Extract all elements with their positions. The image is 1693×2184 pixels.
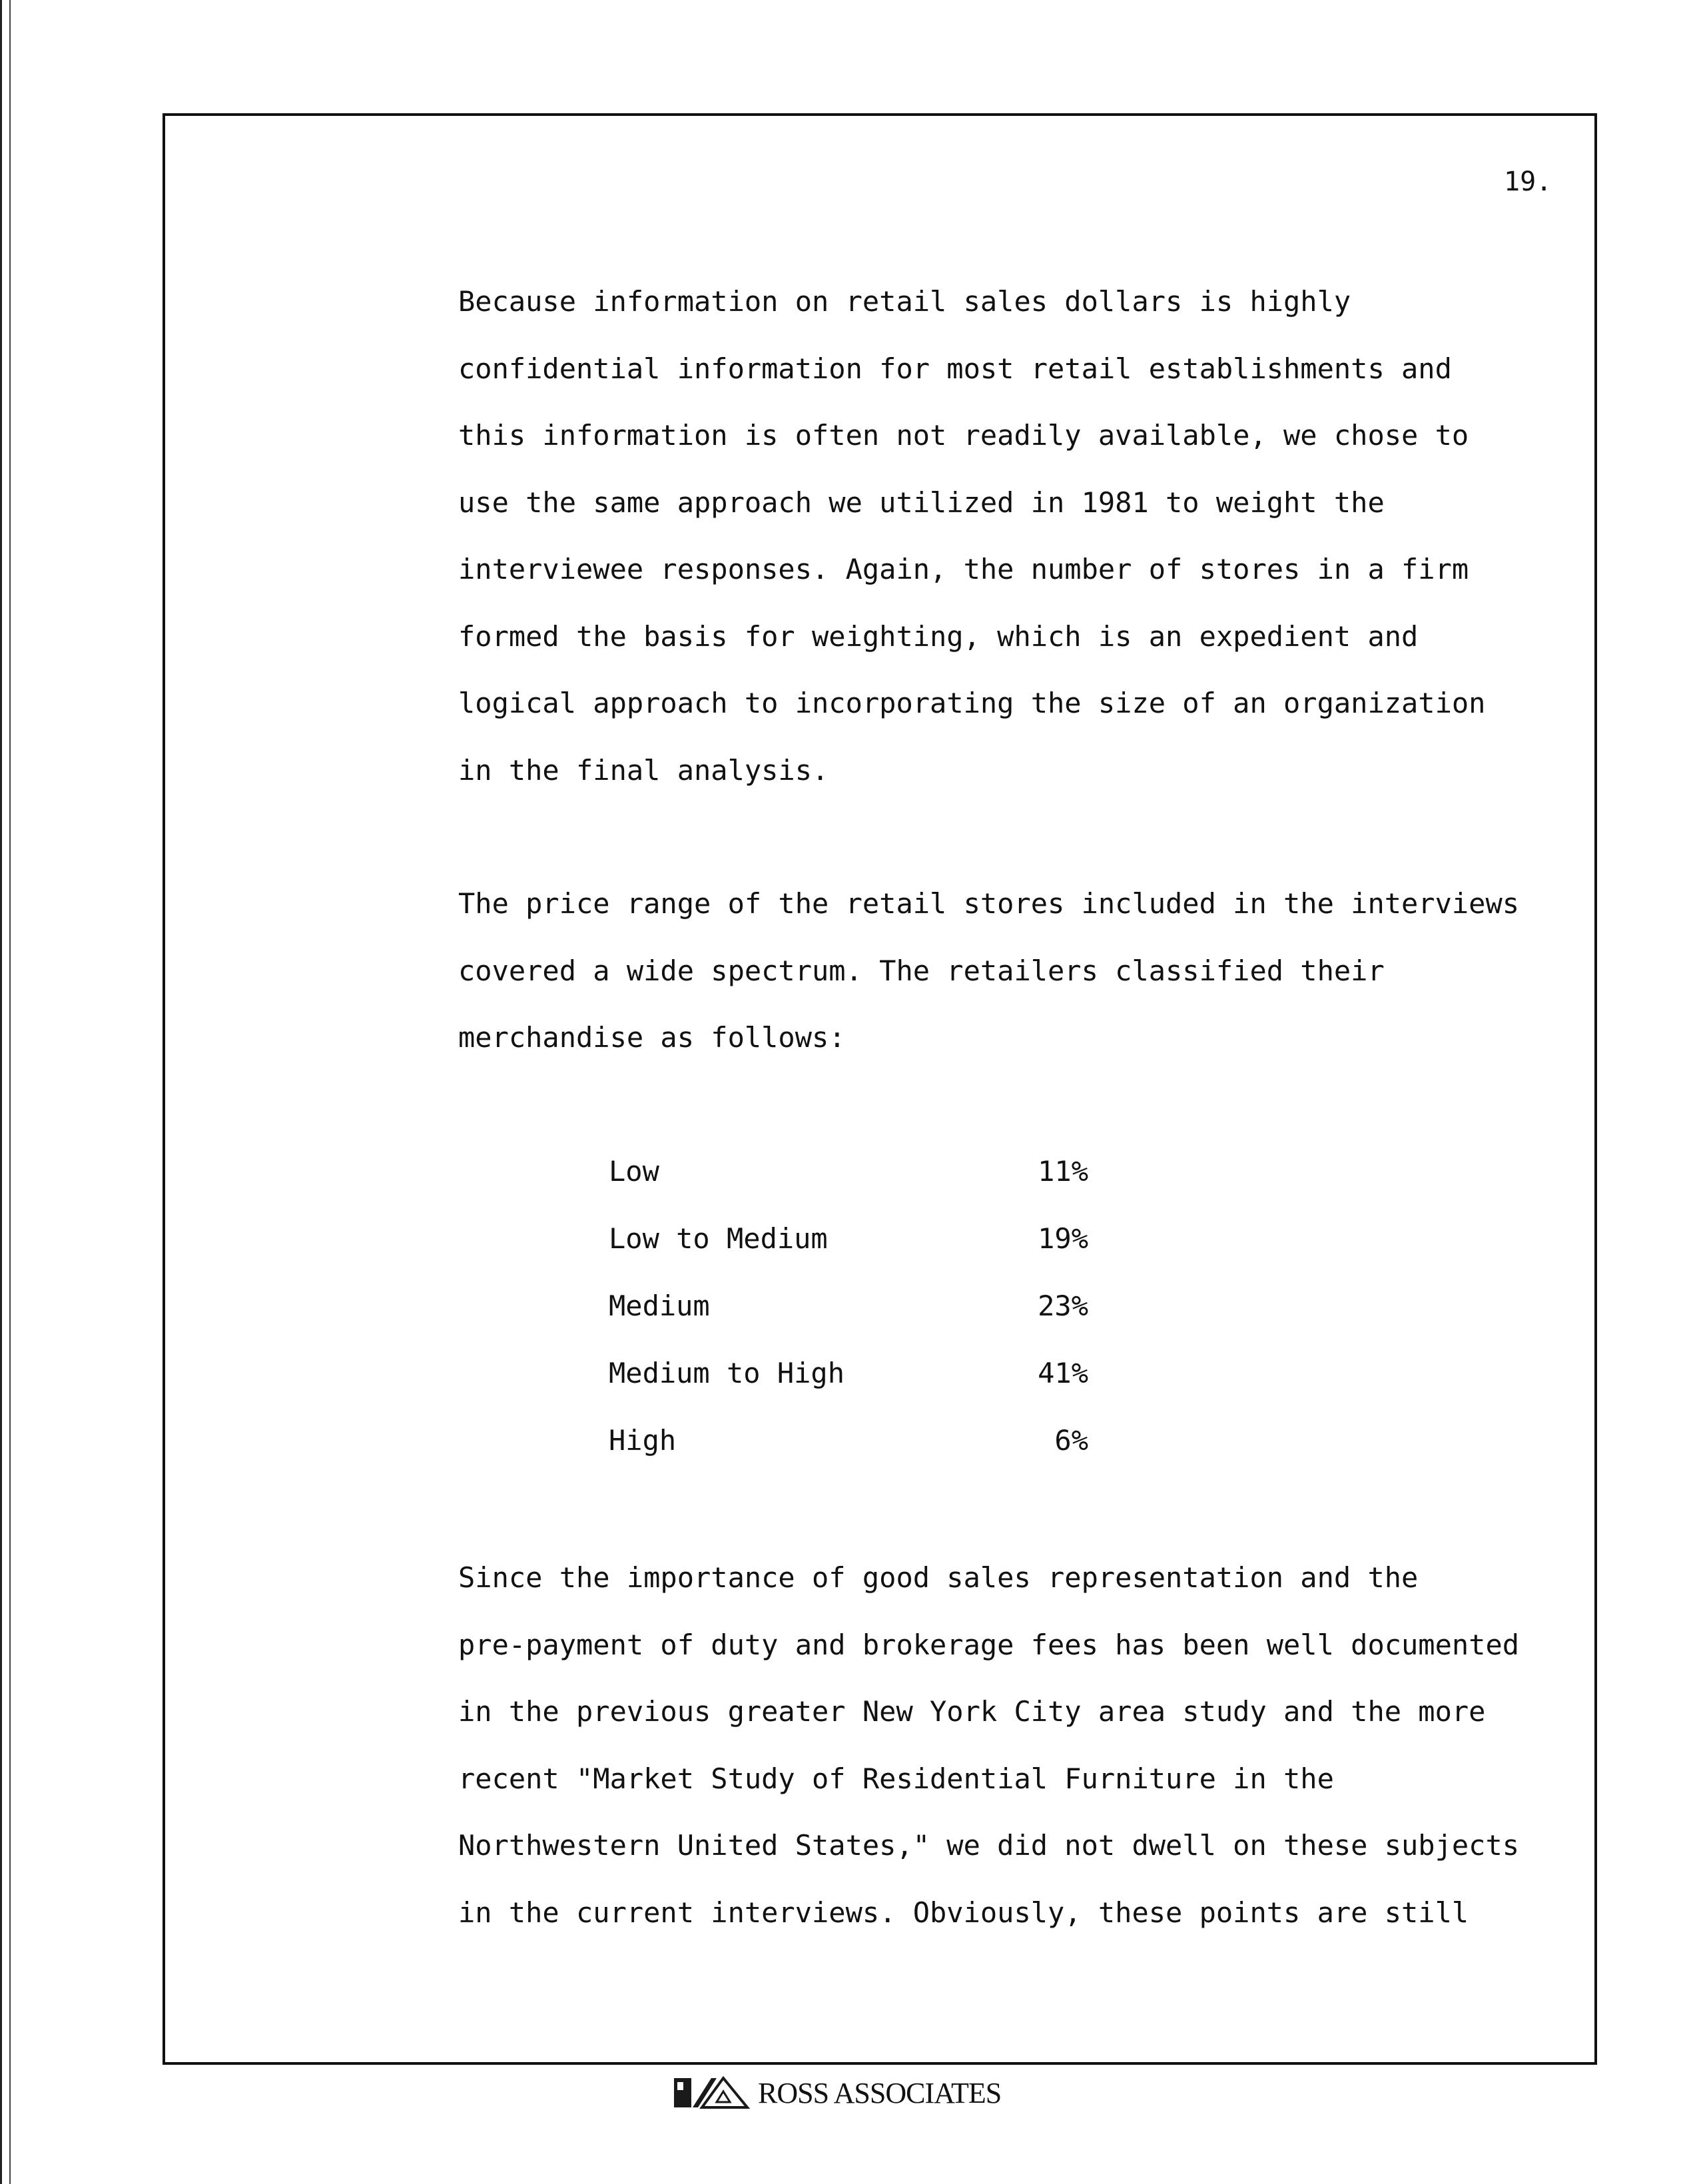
paragraph-line: in the current interviews. Obviously, these points are still (458, 1896, 1469, 1929)
paragraph-sales-representation (458, 1545, 1557, 1946)
price-label: Low (609, 1155, 659, 1188)
paragraph-line: confidential information for most retail establishments and (458, 352, 1452, 385)
footer-brand (673, 2073, 1001, 2113)
price-value: 23% (1038, 1289, 1088, 1322)
binding-edge (0, 0, 11, 2184)
price-value: 11% (1038, 1155, 1088, 1188)
paragraph-line: Since the importance of good sales representation and the (458, 1561, 1419, 1594)
company-name: ROSS ASSOCIATES (758, 2076, 1002, 2109)
ross-associates-logo-icon (673, 2075, 751, 2110)
price-label: Medium to High (609, 1357, 845, 1389)
paragraph-line: interviewee responses. Again, the number of stores in a firm (458, 553, 1469, 585)
table-row (609, 1205, 1088, 1272)
paragraph-line: logical approach to incorporating the size of an organization (458, 687, 1486, 719)
page-number: 19. (1504, 167, 1552, 197)
paragraph-line: use the same approach we utilized in 1981 to weight the (458, 486, 1385, 519)
table-row (609, 1339, 1088, 1407)
paragraph-line: pre-payment of duty and brokerage fees has been well documented (458, 1628, 1520, 1661)
paragraph-line: Northwestern United States," we did not dwell on these subjects (458, 1829, 1520, 1862)
paragraph-line: formed the basis for weighting, which is an expedient and (458, 619, 1419, 653)
paragraph-weighting (458, 268, 1557, 804)
paragraph-line: in the previous greater New York City area study and the more (458, 1695, 1486, 1728)
paragraph-line: Because information on retail sales dollars is highly (458, 285, 1351, 318)
price-value: 41% (1038, 1357, 1088, 1389)
paragraph-line: this information is often not readily available, we chose to (458, 419, 1469, 452)
table-row (609, 1272, 1088, 1339)
price-range-table (609, 1138, 1088, 1474)
paragraph-line: recent "Market Study of Residential Furniture in the (458, 1762, 1334, 1795)
price-label: High (609, 1424, 677, 1457)
table-row (609, 1138, 1088, 1205)
paragraph-price-range (458, 871, 1557, 1072)
price-value: 6% (1054, 1424, 1088, 1457)
table-row (609, 1407, 1088, 1474)
price-label: Low to Medium (609, 1222, 828, 1255)
price-value: 19% (1038, 1222, 1088, 1255)
paragraph-line: merchandise as follows: (458, 1021, 846, 1054)
price-label: Medium (609, 1289, 710, 1322)
paragraph-line: The price range of the retail stores included in the interviews (458, 887, 1520, 920)
paragraph-line: covered a wide spectrum. The retailers classified their (458, 954, 1385, 987)
paragraph-line: in the final analysis. (458, 753, 829, 787)
